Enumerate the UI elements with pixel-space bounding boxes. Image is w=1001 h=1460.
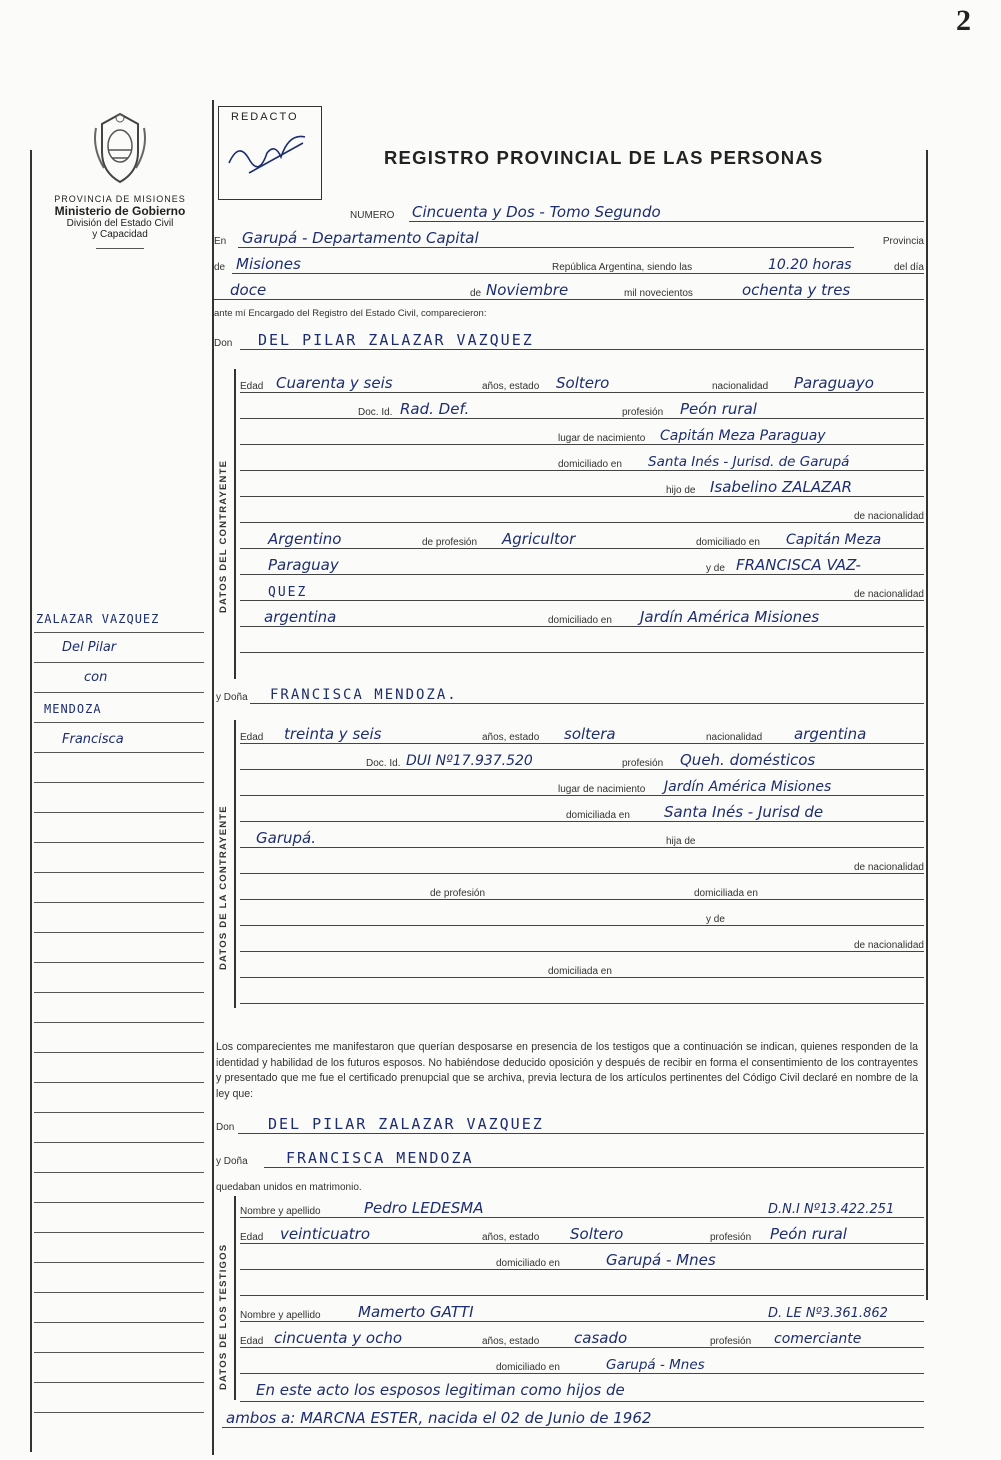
t2-doc-value: D. LE Nº3.361.862 (768, 1306, 888, 1321)
groom-dom-value: Santa Inés - Jurisd. de Garupá (648, 454, 850, 470)
groom-madre2-value: QUEZ (268, 585, 308, 600)
margin-note-2: Del Pilar (62, 640, 117, 655)
bride-dom-value: Santa Inés - Jurisd de (664, 803, 824, 821)
en-label: En (214, 236, 227, 247)
groom-prof-label: profesión (622, 407, 664, 418)
t2-nombre-value: Mamerto GATTI (358, 1303, 474, 1321)
groom-padre-nac-value: Argentino (268, 530, 342, 548)
t1-row-edad (240, 1220, 924, 1246)
province-name: PROVINCIA DE MISIONES (54, 194, 186, 204)
t1-prof-value: Peón rural (770, 1225, 847, 1243)
groom-nac-value: Paraguayo (794, 374, 874, 392)
bride-y-de-label: y de (706, 914, 725, 925)
page-number: 2 (956, 4, 971, 37)
don-label: Don (214, 338, 233, 349)
groom-hijo-label: hijo de (666, 485, 696, 496)
t2-estado-label: años, estado (482, 1336, 540, 1347)
t1-row-dom (240, 1246, 924, 1272)
bride-estado-value: soltera (564, 725, 616, 743)
t1-edad-value: veinticuatro (280, 1225, 370, 1243)
t2-dom-label: domiciliado en (496, 1362, 560, 1373)
t1-row-nombre (240, 1194, 924, 1220)
dia-value: doce (230, 281, 267, 299)
bride-estado-label: años, estado (482, 732, 540, 743)
redacto-stamp (218, 106, 322, 200)
bride-lugar-label: lugar de nacimiento (558, 784, 646, 795)
t1-nombre-value: Pedro LEDESMA (364, 1199, 484, 1217)
t2-edad-label: Edad (240, 1336, 264, 1347)
groom-prof-value: Peón rural (680, 400, 757, 418)
t1-estado-label: años, estado (482, 1232, 540, 1243)
bride-edad-label: Edad (240, 732, 264, 743)
bride-dom2-value: Garupá. (256, 829, 316, 847)
de-mes-label: de (470, 288, 482, 299)
de-label: de (214, 262, 226, 273)
row-don-final (214, 1110, 924, 1136)
document-title: REGISTRO PROVINCIAL DE LAS PERSONAS (384, 147, 824, 168)
t2-row-dom (240, 1350, 924, 1376)
bride-prof-value: Queh. domésticos (680, 751, 816, 769)
declaration-paragraph: Los comparecientes me manifestaron que querían desposarse en presencia de los testigos que a continuación se indican, quienes responden de la identidad y habilidad de los futuros esposos. No habiéndose deducido oposición y después de recibir en forma el consentimiento de los contrayentes y presentado que me fue el certificado prenupcial que se archiva, previa lectura de los artículos pertinentes del Código Civil declaré en nombre de la ley que: (216, 1041, 918, 1100)
groom-padre-value: Isabelino ZALAZAR (710, 478, 853, 496)
bride-row-doc (240, 746, 924, 772)
t2-nombre-label: Nombre y apellido (240, 1310, 321, 1321)
bride-row-madre-nac (240, 928, 924, 954)
bride-padre-nac-label: de nacionalidad (853, 862, 924, 873)
bride-row-padre-prof (240, 876, 924, 902)
en-value: Garupá - Departamento Capital (242, 229, 479, 247)
groom-row-madre-nac (240, 577, 924, 603)
nota-line-1: En este acto los esposos legitiman como hijos de (256, 1381, 625, 1399)
t2-edad-value: cincuenta y ocho (274, 1329, 403, 1347)
encargado-text: ante mí Encargado del Registro del Estado Civil, comparecieron: (214, 308, 487, 319)
quedaban-text: quedaban unidos en matrimonio. (216, 1182, 362, 1193)
t2-row-nombre (240, 1298, 924, 1324)
row-en (214, 224, 924, 250)
bride-row-edad (240, 720, 924, 746)
groom-estado-value: Soltero (556, 374, 610, 392)
groom-doc-label: Doc. Id. (358, 407, 393, 418)
groom-lugar-label: lugar de nacimiento (558, 433, 646, 444)
bride-row-madre-dom (240, 954, 924, 980)
bride-nac-value: argentina (794, 725, 867, 743)
groom-section-label: DATOS DEL CONTRAYENTE (218, 459, 229, 613)
groom-lugar-value: Capitán Meza Paraguay (660, 428, 826, 444)
groom-row-madre-dom (240, 603, 924, 629)
mil-label: mil novecientos (624, 288, 693, 299)
bride-row-blank (240, 980, 924, 1006)
dona-final-label: y Doña (216, 1156, 248, 1167)
groom-edad-label: Edad (240, 381, 264, 392)
republica-label: República Argentina, siendo las (552, 262, 693, 273)
witnesses-section (214, 1190, 924, 1402)
margin-notes (0, 0, 212, 1460)
t2-prof-value: comerciante (774, 1331, 862, 1347)
groom-edad-value: Cuarenta y seis (276, 374, 393, 392)
t1-nombre-label: Nombre y apellido (240, 1206, 321, 1217)
groom-padre-dom-label: domiciliado en (696, 537, 760, 548)
groom-row-madre (240, 551, 924, 577)
bride-section (214, 716, 924, 1012)
groom-row-padre-nac (240, 499, 924, 525)
dona-label: y Doña (216, 692, 248, 703)
capacity-name: y Capacidad (92, 229, 148, 240)
groom-row-edad (240, 369, 924, 395)
signature-icon (219, 123, 319, 183)
groom-padre-prof-label: de profesión (422, 537, 478, 548)
bride-row-dom (240, 798, 924, 824)
row-dona-final (214, 1144, 924, 1170)
division-name: División del Estado Civil (66, 218, 174, 229)
t2-dom-value: Garupá - Mnes (606, 1357, 705, 1373)
groom-y-de-label: y de (706, 563, 725, 574)
groom-dom-label: domiciliado en (558, 459, 622, 470)
t1-dom-label: domiciliado en (496, 1258, 560, 1269)
dona-final-name: FRANCISCA MENDOZA (286, 1149, 474, 1167)
row-fecha (214, 276, 924, 302)
right-frame-line (926, 150, 928, 1300)
dona-name: FRANCISCA MENDOZA. (270, 687, 458, 703)
margin-note-1: ZALAZAR VAZQUEZ (36, 612, 160, 626)
don-final-label: Don (216, 1122, 235, 1133)
bride-doc-label: Doc. Id. (366, 758, 401, 769)
bride-padre-dom-label: domiciliada en (694, 888, 758, 899)
t-row-nota1 (240, 1376, 924, 1402)
de-value: Misiones (236, 255, 301, 273)
groom-madre-nac-value: argentina (264, 608, 337, 626)
del-dia-label: del día (893, 262, 924, 273)
groom-nac-label: nacionalidad (712, 381, 769, 392)
mes-value: Noviembre (486, 281, 569, 299)
bride-nac-label: nacionalidad (706, 732, 763, 743)
horas-value: 10.20 horas (768, 257, 852, 273)
bride-row-padre-nac (240, 850, 924, 876)
groom-row-doc (240, 395, 924, 421)
t1-doc-value: D.N.I Nº13.422.251 (768, 1202, 895, 1217)
t-row-blank (240, 1272, 924, 1298)
groom-row-padre-prof (240, 525, 924, 551)
t2-row-edad (240, 1324, 924, 1350)
bride-lugar-value: Jardín América Misiones (664, 779, 832, 795)
provincia-label: Provincia (882, 236, 924, 247)
bride-row-hija (240, 824, 924, 850)
nota-line-2: ambos a: MARCNA ESTER, nacida el 02 de Junio de 1962 (226, 1409, 652, 1427)
don-name: DEL PILAR ZALAZAR VAZQUEZ (258, 331, 534, 349)
groom-row-lugar (240, 421, 924, 447)
bride-row-lugar (240, 772, 924, 798)
don-final-name: DEL PILAR ZALAZAR VAZQUEZ (268, 1115, 544, 1133)
groom-row-padre (240, 473, 924, 499)
row-provincia (214, 250, 924, 276)
groom-madre-value: FRANCISCA VAZ- (736, 556, 861, 574)
bride-madre-nac-label: de nacionalidad (853, 940, 924, 951)
margin-note-3: con (84, 670, 108, 685)
groom-padre-dom2-value: Paraguay (268, 556, 339, 574)
redacto-label: REDACTO (231, 111, 299, 123)
bride-doc-value: DUI Nº17.937.520 (406, 753, 533, 769)
t1-prof-label: profesión (710, 1232, 752, 1243)
bride-section-label: DATOS DE LA CONTRAYENTE (218, 805, 229, 970)
ministry-name: Ministerio de Gobierno (54, 204, 186, 218)
t2-estado-value: casado (574, 1329, 628, 1347)
numero-value: Cincuenta y Dos - Tomo Segundo (412, 203, 661, 221)
bride-dom-label: domiciliada en (566, 810, 630, 821)
groom-padre-prof-value: Agricultor (502, 530, 576, 548)
bride-padre-prof-label: de profesión (430, 888, 486, 899)
groom-row-dom (240, 447, 924, 473)
bride-prof-label: profesión (622, 758, 664, 769)
t1-dom-value: Garupá - Mnes (606, 1251, 716, 1269)
witnesses-section-label: DATOS DE LOS TESTIGOS (218, 1243, 229, 1390)
bride-hija-label: hija de (666, 836, 696, 847)
groom-doc-value: Rad. Def. (400, 400, 470, 418)
margin-note-4: MENDOZA (44, 702, 102, 716)
numero-label: NUMERO (350, 210, 395, 221)
groom-madre-nac-label: de nacionalidad (853, 589, 924, 600)
t1-estado-value: Soltero (570, 1225, 624, 1243)
bride-row-madre (240, 902, 924, 928)
groom-madre-dom-value: Jardín América Misiones (640, 608, 820, 626)
groom-padre-dom-value: Capitán Meza (786, 532, 882, 548)
groom-estado-label: años, estado (482, 381, 540, 392)
row-nota2 (214, 1404, 924, 1430)
anio-value: ochenta y tres (742, 281, 851, 299)
bride-edad-value: treinta y seis (284, 725, 382, 743)
row-dona (214, 680, 924, 706)
margin-note-5: Francisca (62, 732, 124, 747)
groom-padre-nac-label: de nacionalidad (853, 511, 924, 522)
groom-row-blank (240, 629, 924, 655)
t1-edad-label: Edad (240, 1232, 264, 1243)
bride-madre-dom-label: domiciliada en (548, 966, 612, 977)
groom-section (214, 365, 924, 683)
row-numero (214, 198, 924, 224)
groom-madre-dom-label: domiciliado en (548, 615, 612, 626)
t2-prof-label: profesión (710, 1336, 752, 1347)
row-don (214, 326, 924, 352)
